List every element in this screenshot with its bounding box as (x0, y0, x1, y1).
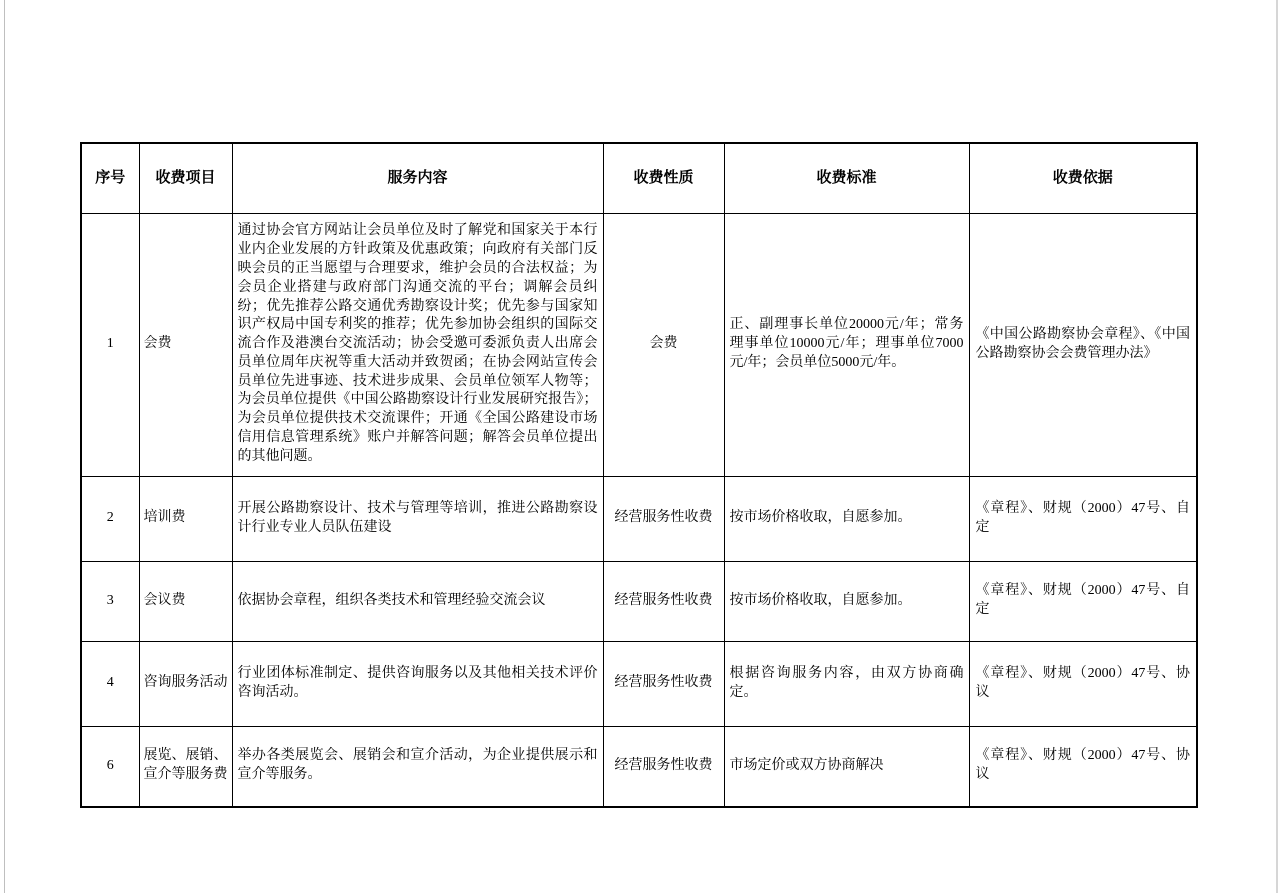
column-header-basis: 收费依据 (969, 143, 1197, 213)
fee-schedule-table (80, 142, 1198, 808)
cell-standard: 按市场价格收取，自愿参加。 (724, 476, 969, 561)
cell-no: 2 (81, 476, 139, 561)
cell-basis: 《中国公路勘察协会章程》、《中国公路勘察协会会费管理办法》 (969, 213, 1197, 476)
cell-standard: 市场定价或双方协商解决 (724, 726, 969, 807)
cell-no: 3 (81, 561, 139, 641)
table-row (81, 561, 1197, 641)
cell-item: 会费 (139, 213, 232, 476)
cell-basis: 《章程》、财规（2000）47号、协议 (969, 726, 1197, 807)
column-header-service: 服务内容 (232, 143, 603, 213)
table-row (81, 726, 1197, 807)
cell-nature: 会费 (603, 213, 724, 476)
cell-no: 4 (81, 641, 139, 726)
page-left-edge-line (4, 0, 5, 893)
column-header-nature: 收费性质 (603, 143, 724, 213)
cell-item: 咨询服务活动 (139, 641, 232, 726)
cell-no: 6 (81, 726, 139, 807)
cell-standard: 按市场价格收取，自愿参加。 (724, 561, 969, 641)
cell-service: 通过协会官方网站让会员单位及时了解党和国家关于本行业内企业发展的方针政策及优惠政策；向政府有关部门反映会员的正当愿望与合理要求，维护会员的合法权益；为会员企业搭建与政府部门沟通交流的平台；调解会员纠纷；优先推荐公路交通优秀勘察设计奖；优先参与国家知识产权局中国专利奖的推荐；优先参加协会组织的国际交流合作及港澳台交流活动；协会受邀可委派负责人出席会员单位周年庆祝等重大活动并致贺函；在协会网站宣传会员单位先进事迹、技术进步成果、会员单位领军人物等；为会员单位提供《中国公路勘察设计行业发展研究报告》；为会员单位提供技术交流课件；开通《全国公路建设市场信用信息管理系统》账户并解答问题；解答会员单位提出的其他问题。 (232, 213, 603, 476)
cell-service: 行业团体标准制定、提供咨询服务以及其他相关技术评价咨询活动。 (232, 641, 603, 726)
cell-service: 依据协会章程，组织各类技术和管理经验交流会议 (232, 561, 603, 641)
table-row (81, 476, 1197, 561)
cell-basis: 《章程》、财规（2000）47号、自定 (969, 561, 1197, 641)
cell-nature: 经营服务性收费 (603, 561, 724, 641)
cell-item: 展览、展销、宣介等服务费 (139, 726, 232, 807)
cell-nature: 经营服务性收费 (603, 726, 724, 807)
cell-nature: 经营服务性收费 (603, 641, 724, 726)
column-header-item: 收费项目 (139, 143, 232, 213)
cell-service: 开展公路勘察设计、技术与管理等培训，推进公路勘察设计行业专业人员队伍建设 (232, 476, 603, 561)
cell-basis: 《章程》、财规（2000）47号、自定 (969, 476, 1197, 561)
cell-basis: 《章程》、财规（2000）47号、协议 (969, 641, 1197, 726)
cell-standard: 根据咨询服务内容，由双方协商确定。 (724, 641, 969, 726)
table-row (81, 641, 1197, 726)
column-header-no: 序号 (81, 143, 139, 213)
page-right-edge-line (1276, 0, 1278, 893)
cell-item: 会议费 (139, 561, 232, 641)
table-row (81, 213, 1197, 476)
cell-item: 培训费 (139, 476, 232, 561)
cell-no: 1 (81, 213, 139, 476)
cell-service: 举办各类展览会、展销会和宣介活动，为企业提供展示和宣介等服务。 (232, 726, 603, 807)
cell-nature: 经营服务性收费 (603, 476, 724, 561)
column-header-standard: 收费标准 (724, 143, 969, 213)
table-header-row (81, 143, 1197, 213)
cell-standard: 正、副理事长单位20000元/年；常务理事单位10000元/年；理事单位7000元/年；会员单位5000元/年。 (724, 213, 969, 476)
